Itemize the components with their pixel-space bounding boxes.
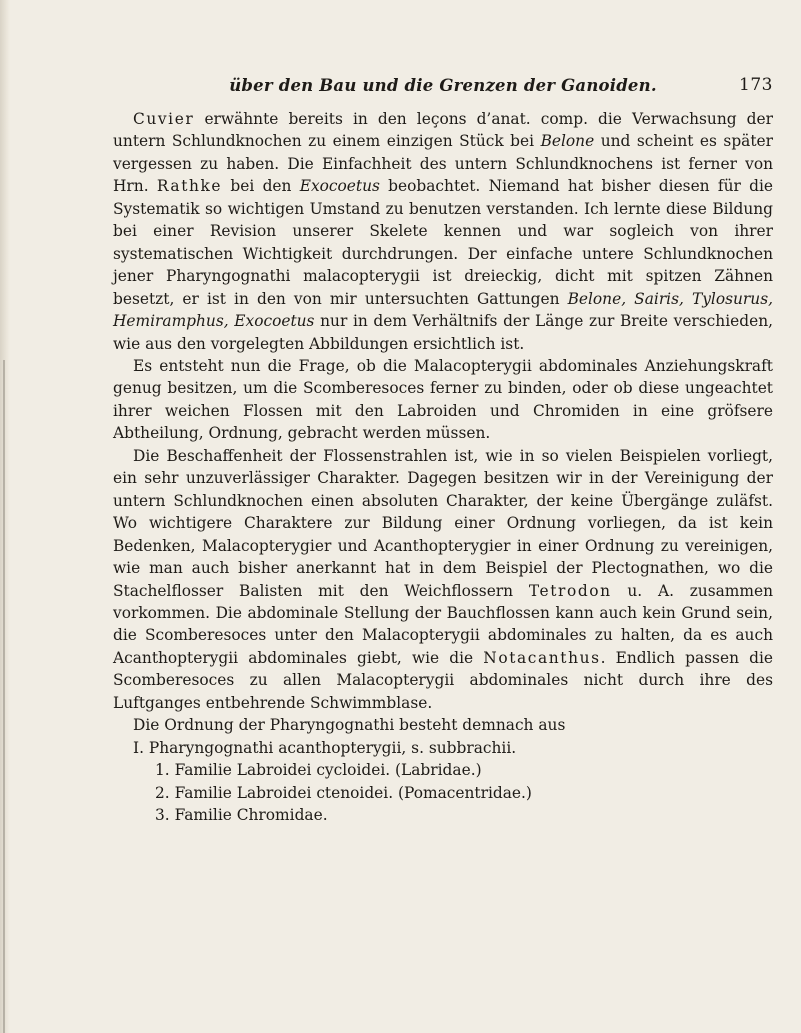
author-name-rathke: Rathke bbox=[156, 177, 223, 196]
text-run: Die Beschaffenheit der Flossenstrahlen ist, wie in so vielen Beispielen vorliegt, ein sehr unzuverlässiger Charakter. Dagegen besitzen wir in der Vereinigung der untern Schlundknochen einen absoluten Charakter, der keine Übergänge zuläfst. Wo wichtigere Charaktere zur Bildung einer Ordnung vorliegen, da ist kein Bedenken, Malacopterygier und Acanthopterygier in einer Ordnung zu vereinigen, wie man auch bisher anerkannt hat in dem Beispiel der Plectognathen, wo die Stachelflosser Balisten mit den Weichflossern bbox=[113, 446, 773, 600]
genus-list: Belone, Sairis, Tylosurus, Hemiramphus, Exocoetus bbox=[113, 289, 773, 331]
text-run: beobachtet. Niemand hat bisher diesen für die Systematik so wichtigen Umstand zu benutzen verstanden. Ich lernte diese Bildung bei einer Revision unserer Skelete kennen und war sogleich von ihrer systematischen Wichtigkeit durchdrungen. Der einfache untere Schlundknochen jener Pharyngognathi malacopterygii ist dreieckig, dicht mit spitzen Zähnen besetzt, er ist in den von mir untersuchten Gattungen bbox=[113, 177, 774, 308]
text-run: und scheint es später vergessen zu haben. Die Einfachheit des untern Schlundknochens ist ferner von Hrn. bbox=[113, 132, 773, 196]
page-gutter-shadow bbox=[0, 0, 10, 1033]
page-number: 173 bbox=[739, 75, 773, 95]
genus-name-exocoetus: Exocoetus bbox=[299, 177, 380, 196]
text-run: nur in dem Verhältnifs der Länge zur Breite verschieden, wie aus den vorgelegten Abbildungen ersichtlich ist. bbox=[113, 312, 774, 353]
author-name-cuvier: Cuvier bbox=[133, 110, 195, 128]
classification-family-3: 3. Familie Chromidae. bbox=[155, 806, 328, 825]
paragraph-ordnung: Die Ordnung der Pharyngognathi besteht demnach aus bbox=[133, 716, 566, 735]
binding-edge-line bbox=[3, 360, 5, 1033]
book-page bbox=[113, 72, 773, 827]
genus-name-tetrodon: Tetrodon bbox=[528, 581, 612, 600]
running-title: über den Bau und die Grenzen der Ganoiden. bbox=[229, 76, 657, 95]
paragraph-frage: Es entsteht nun die Frage, ob die Malacopterygii abdominales Anziehungskraft genug besitzen, um die Scomberesoces ferner zu binden, oder ob diese ungeachtet ihrer weichen Flossen mit den Labroiden und Chromiden in eine gröfsere Abtheilung, Ordnung, gebracht werden müssen. bbox=[113, 356, 773, 443]
paragraph-cuvier bbox=[113, 108, 773, 355]
classification-family-2: 2. Familie Labroidei ctenoidei. (Pomacentridae.) bbox=[155, 783, 532, 802]
text-run: bei den bbox=[222, 177, 300, 196]
text-run: erwähnte bereits in den leçons d’anat. comp. die Verwachsung der untern Schlundknochen zu einem einzigen Stück bei bbox=[113, 110, 773, 151]
genus-name-notacanthus: Notacanthus bbox=[483, 648, 601, 667]
genus-name-belone: Belone bbox=[540, 132, 595, 151]
classification-family-1: 1. Familie Labroidei cycloidei. (Labridae.) bbox=[155, 761, 482, 780]
paragraph-flossenstrahlen bbox=[113, 445, 773, 714]
text-run: . Endlich passen die Scomberesoces zu allen Malacopterygii abdominales nicht durch ihre des Luftganges entbehrende Schwimmblase. bbox=[113, 648, 773, 712]
page-header bbox=[113, 72, 773, 108]
classification-order: I. Pharyngognathi acanthopterygii, s. subbrachii. bbox=[133, 738, 517, 757]
text-run: u. A. zusammen vorkommen. Die abdominale Stellung der Bauchflossen kann auch kein Grund sein, die Scomberesoces unter den Malacopterygii abdominales zu halten, da es auch Acanthopterygii abdominales giebt, wie die bbox=[113, 581, 774, 667]
page-body bbox=[113, 108, 773, 827]
